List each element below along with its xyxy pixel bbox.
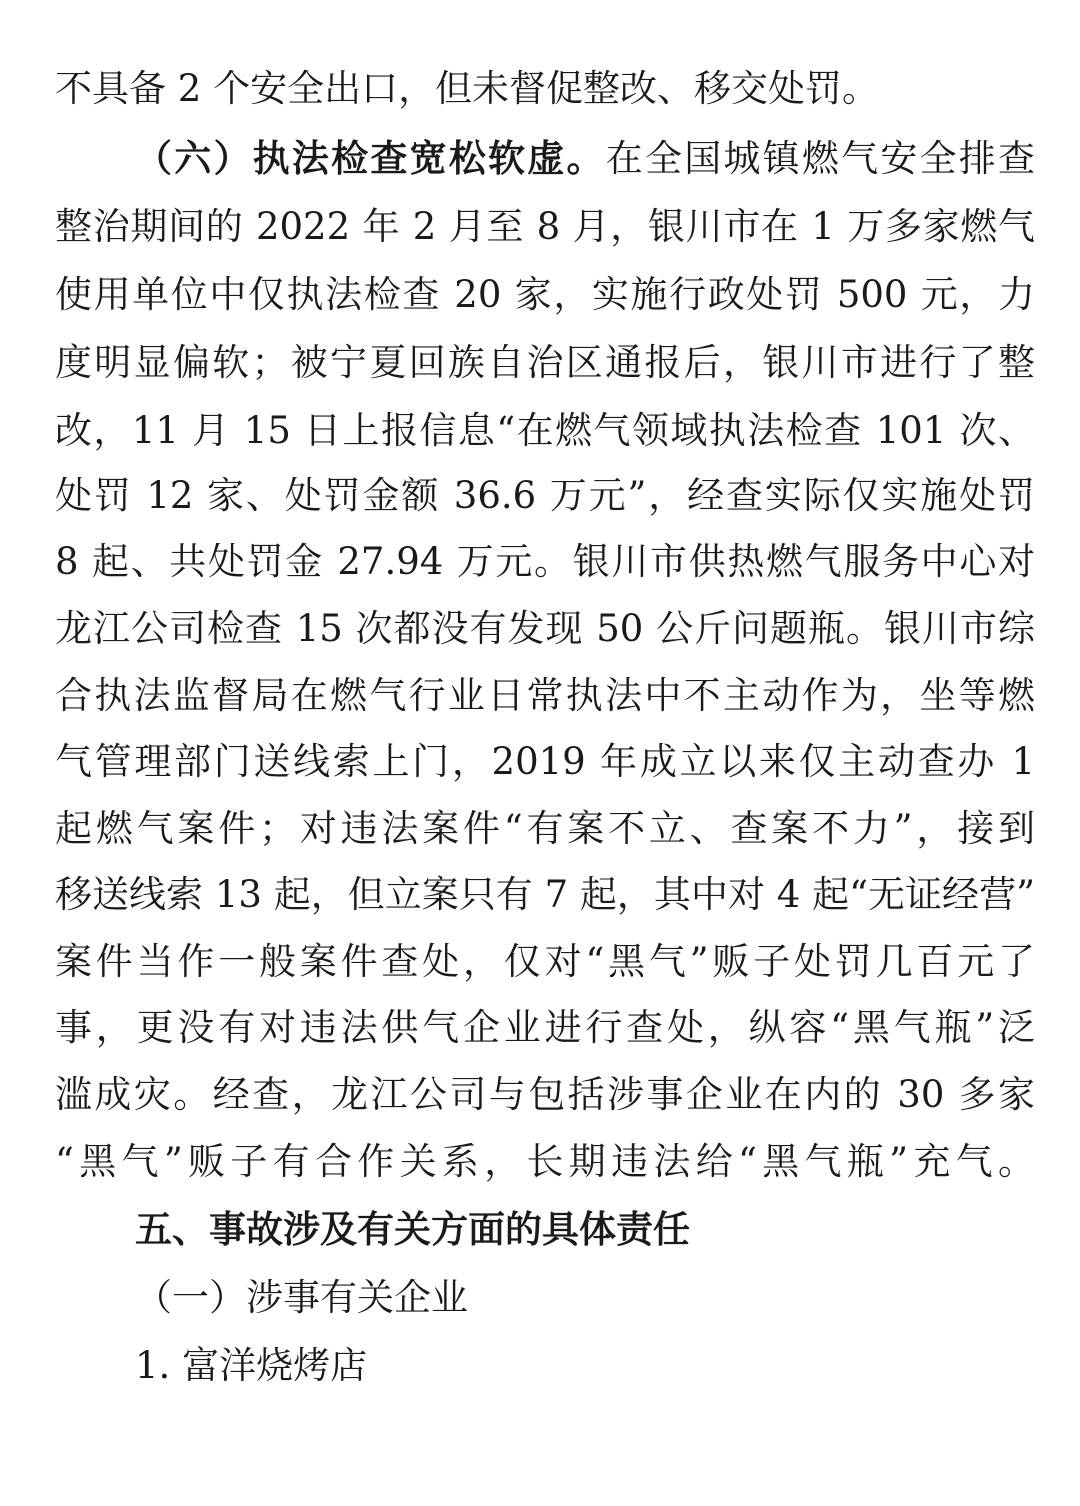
- section-five-heading: 五、事故涉及有关方面的具体责任: [135, 1208, 690, 1251]
- paragraph-line-12: 起燃气案件；对违法案件“有案不立、查案不力”，接到: [55, 807, 1035, 850]
- paragraph-line-16: 滥成灾。经查，龙江公司与包括涉事企业在内的 30 多家: [55, 1073, 1035, 1116]
- paragraph-line-17: “黑气”贩子有合作关系，长期违法给“黑气瓶”充气。: [55, 1140, 1035, 1183]
- paragraph-line-1: 不具备 2 个安全出口，但未督促整改、移交处罚。: [55, 67, 880, 110]
- paragraph-line-7: 处罚 12 家、处罚金额 36.6 万元”，经查实际仅实施处罚: [55, 474, 1035, 517]
- section-six-text: 在全国城镇燃气安全排查: [605, 137, 1035, 180]
- paragraph-line-13: 移送线索 13 起，但立案只有 7 起，其中对 4 起“无证经营”: [55, 873, 1035, 916]
- paragraph-line-11: 气管理部门送线索上门，2019 年成立以来仅主动查办 1: [55, 740, 1035, 783]
- paragraph-line-6: 改，11 月 15 日上报信息“在燃气领域执法检查 101 次、: [55, 409, 1035, 452]
- paragraph-line-10: 合执法监督局在燃气行业日常执法中不主动作为，坐等燃: [55, 674, 1035, 717]
- paragraph-line-4: 使用单位中仅执法检查 20 家，实施行政处罚 500 元，力: [55, 273, 1035, 316]
- paragraph-line-3: 整治期间的 2022 年 2 月至 8 月，银川市在 1 万多家燃气: [55, 205, 1035, 248]
- paragraph-line-2: [135, 124, 1035, 192]
- paragraph-line-15: 事，更没有对违法供气企业进行查处，纵容“黑气瓶”泛: [55, 1006, 1035, 1049]
- paragraph-line-14: 案件当作一般案件查处，仅对“黑气”贩子处罚几百元了: [55, 940, 1035, 983]
- item-one-heading: 1. 富洋烧烤店: [135, 1344, 368, 1387]
- section-six-title: （六）执法检查宽松软虚。: [135, 136, 606, 180]
- paragraph-line-9: 龙江公司检查 15 次都没有发现 50 公斤问题瓶。银川市综: [55, 607, 1035, 650]
- paragraph-line-8: 8 起、共处罚金 27.94 万元。银川市供热燃气服务中心对: [55, 540, 1035, 583]
- paragraph-line-5: 度明显偏软；被宁夏回族自治区通报后，银川市进行了整: [55, 341, 1035, 384]
- subsection-one-heading: （一）涉事有关企业: [135, 1276, 468, 1319]
